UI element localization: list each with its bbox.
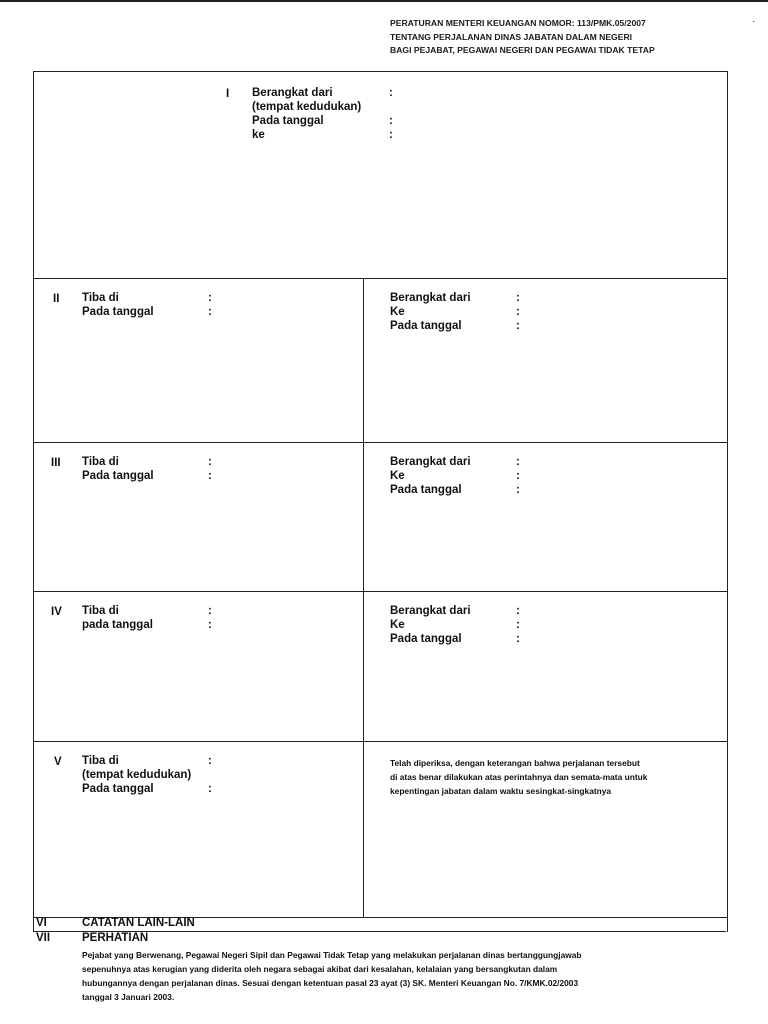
regulation-header xyxy=(390,17,655,58)
verification-note-line-2: di atas benar dilakukan atas perintahnya dan semata-mata untuk xyxy=(390,772,648,782)
section-2-label-arrive: Tiba di xyxy=(82,292,119,304)
section-3-colon-to: : xyxy=(516,470,520,482)
section-5-colon-date: : xyxy=(208,783,212,795)
header-line-1: PERATURAN MENTERI KEUANGAN NOMOR: 113/PMK.05/2007 xyxy=(390,18,646,28)
section-number-4: IV xyxy=(51,606,62,618)
section-number-3: III xyxy=(51,457,61,469)
verification-note-line-1: Telah diperiksa, dengan keterangan bahwa perjalanan tersebut xyxy=(390,758,640,768)
section-3-colon-arrive: : xyxy=(208,456,212,468)
verification-note-line-3: kepentingan jabatan dalam waktu sesingkat-singkatnya xyxy=(390,786,612,796)
attention-title: PERHATIAN xyxy=(82,932,149,944)
section-1-colon-depart: : xyxy=(389,87,393,99)
section-5-label-domicile: (tempat kedudukan) xyxy=(82,769,192,781)
attention-line-3: hubungannya dengan perjalanan dinas. Sesuai dengan ketentuan pasal 23 ayat (3) SK. Menteri Keuangan No. 7/KMK.02/2003 xyxy=(82,978,579,988)
section-3-colon-date: : xyxy=(208,470,212,482)
section-5-label-date: Pada tanggal xyxy=(82,783,154,795)
section-2-label-depart: Berangkat dari xyxy=(390,292,471,304)
section-number-5: V xyxy=(54,756,62,768)
header-line-2: TENTANG PERJALANAN DINAS JABATAN DALAM NEGERI xyxy=(390,31,633,42)
section-5-colon-arrive: : xyxy=(208,755,212,767)
section-2-label-to: Ke xyxy=(390,306,405,318)
section-number-7: VII xyxy=(36,932,51,944)
section-1-label-date: Pada tanggal xyxy=(252,115,324,127)
section-5-label-arrive: Tiba di xyxy=(82,755,119,767)
section-3-label-depart-date: Pada tanggal xyxy=(390,484,462,496)
section-4-label-date: pada tanggal xyxy=(82,619,153,631)
section-2-colon-depart: : xyxy=(516,292,520,304)
verification-note xyxy=(390,756,647,798)
header-line-3: BAGI PEJABAT, PEGAWAI NEGERI DAN PEGAWAI TIDAK TETAP xyxy=(390,45,655,55)
section-number-1: I xyxy=(226,88,230,100)
section-3-colon-depart: : xyxy=(516,456,520,468)
other-notes-title: CATATAN LAIN-LAIN xyxy=(82,917,195,929)
section-4-label-depart-date: Pada tanggal xyxy=(390,633,462,645)
section-4-colon-depart: : xyxy=(516,605,520,617)
attention-line-2: sepenuhnya atas kerugian yang diderita oleh negara sebagai akibat dari kesalahan, kelalaian yang bersangkutan dalam xyxy=(82,964,558,974)
corner-mark: · xyxy=(752,16,756,27)
top-border-line xyxy=(0,0,768,2)
section-3-colon-depart-date: : xyxy=(516,484,520,496)
section-4-colon-date: : xyxy=(208,619,212,631)
section-1-label-depart: Berangkat dari xyxy=(252,87,333,99)
divider-1 xyxy=(34,278,727,279)
section-4-colon-to: : xyxy=(516,619,520,631)
section-4-label-depart: Berangkat dari xyxy=(390,605,471,617)
section-2-colon-arrive: : xyxy=(208,292,212,304)
travel-form-table xyxy=(33,71,728,918)
section-4-colon-depart-date: : xyxy=(516,633,520,645)
section-2-colon-date: : xyxy=(208,306,212,318)
attention-line-4: tanggal 3 Januari 2003. xyxy=(82,992,175,1002)
section-1-colon-date: : xyxy=(389,115,393,127)
divider-2 xyxy=(34,442,727,443)
section-2-colon-to: : xyxy=(516,306,520,318)
section-number-6: VI xyxy=(36,917,47,929)
section-2-label-depart-date: Pada tanggal xyxy=(390,320,462,332)
section-3-label-depart: Berangkat dari xyxy=(390,456,471,468)
section-1-colon-to: : xyxy=(389,129,393,141)
section-3-label-arrive: Tiba di xyxy=(82,456,119,468)
section-4-label-arrive: Tiba di xyxy=(82,605,119,617)
column-divider xyxy=(363,278,364,917)
divider-3 xyxy=(34,591,727,592)
attention-text xyxy=(82,948,582,1004)
section-number-2: II xyxy=(53,293,60,305)
section-2-colon-depart-date: : xyxy=(516,320,520,332)
section-1-label-to: ke xyxy=(252,129,265,141)
section-1-label-domicile: (tempat kedudukan) xyxy=(252,101,362,113)
section-3-label-date: Pada tanggal xyxy=(82,470,154,482)
attention-line-1: Pejabat yang Berwenang, Pegawai Negeri Sipil dan Pegawai Tidak Tetap yang melakukan perjalanan dinas bertanggungjawab xyxy=(82,950,582,960)
section-3-label-to: Ke xyxy=(390,470,405,482)
section-2-label-date: Pada tanggal xyxy=(82,306,154,318)
divider-4 xyxy=(34,741,727,742)
section-4-colon-arrive: : xyxy=(208,605,212,617)
section-4-label-to: Ke xyxy=(390,619,405,631)
